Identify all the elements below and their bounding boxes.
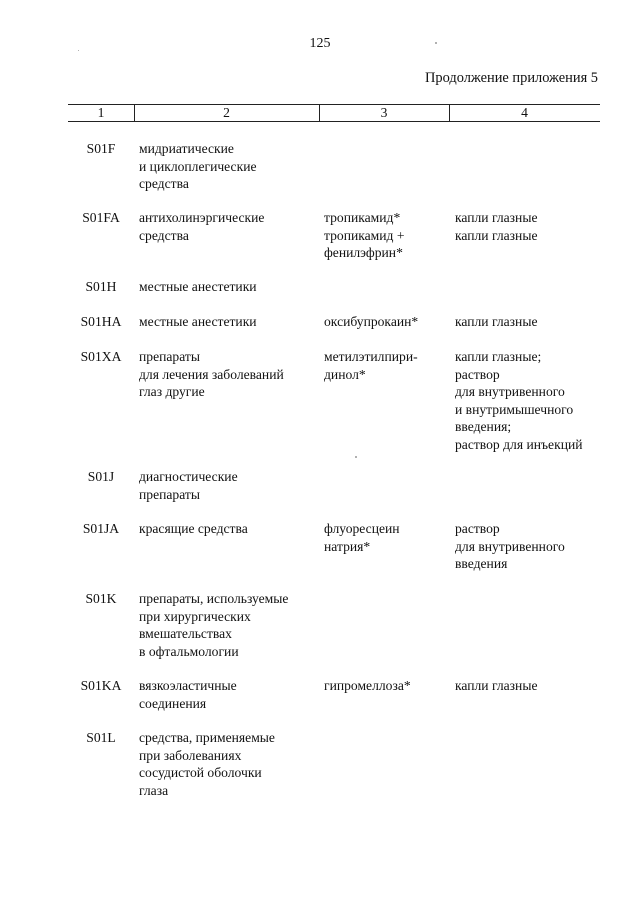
group-line: средства, применяемые: [139, 730, 275, 745]
group-line: средства: [139, 176, 189, 191]
column-header-3: 3: [380, 105, 388, 120]
atc-code: S01K: [85, 591, 117, 606]
group-line: соединения: [139, 695, 207, 711]
drug-line: фенилэфрин*: [324, 245, 403, 260]
dosage-form: [455, 209, 538, 244]
group-name: [139, 520, 248, 538]
group-name: [139, 729, 275, 799]
drug-line: оксибупрокаин*: [324, 314, 419, 329]
group-line: диагностические: [139, 469, 238, 484]
drug-line: метилэтилпири-: [324, 349, 418, 364]
column-header-2: 2: [223, 105, 230, 120]
group-line: антихолинэргические: [139, 210, 265, 225]
group-line: местные анестетики: [139, 279, 257, 294]
group-line: при хирургических: [139, 608, 251, 624]
group-line: при заболеваниях: [139, 747, 242, 763]
atc-code: S01FA: [82, 210, 120, 225]
drug-name: [324, 677, 411, 695]
atc-code: S01J: [87, 469, 115, 484]
drug-line: натрия*: [324, 538, 371, 554]
form-line: капли глазные: [455, 314, 538, 329]
drug-name: [324, 209, 405, 262]
atc-code: S01XA: [80, 349, 122, 364]
group-name: [139, 468, 238, 503]
group-line: местные анестетики: [139, 314, 257, 329]
column-header-4: 4: [521, 105, 528, 120]
header-bottom-rule: [68, 121, 600, 122]
form-line: для внутривенного: [455, 384, 565, 399]
form-line: капли глазные: [455, 210, 538, 225]
group-line: и циклоплегические: [139, 158, 257, 174]
form-line: капли глазные;: [455, 349, 542, 364]
drug-name: [324, 313, 418, 331]
form-line: раствор: [455, 366, 500, 382]
group-line: глаза: [139, 782, 169, 798]
group-line: глаз другие: [139, 384, 205, 399]
form-line: капли глазные: [455, 678, 538, 693]
group-line: в офтальмологии: [139, 643, 239, 659]
group-name: [139, 590, 288, 660]
group-name: [139, 278, 257, 296]
group-line: мидриатические: [139, 141, 234, 156]
group-line: препараты: [139, 349, 200, 364]
group-name: [139, 313, 257, 331]
group-line: вязкоэластичные: [139, 678, 237, 693]
drug-line: тропикамид +: [324, 227, 405, 243]
group-line: вмешательствах: [139, 626, 232, 641]
group-line: средства: [139, 227, 189, 243]
page-number: 125: [309, 36, 331, 51]
atc-code: S01JA: [82, 521, 120, 536]
dosage-form: [455, 348, 583, 453]
appendix-caption: Продолжение приложения 5: [425, 70, 598, 86]
atc-code: S01F: [86, 141, 116, 156]
form-line: введения;: [455, 419, 512, 434]
atc-code: S01L: [86, 730, 116, 745]
group-name: [139, 140, 257, 193]
atc-code: S01HA: [80, 314, 122, 329]
form-line: раствор для инъекций: [455, 436, 583, 452]
drug-line: гипромеллоза*: [324, 678, 411, 693]
group-name: [139, 348, 284, 401]
atc-code: S01KA: [80, 678, 122, 693]
form-line: капли глазные: [455, 227, 538, 243]
dosage-form: [455, 313, 538, 331]
drug-line: флуоресцеин: [324, 521, 400, 536]
group-line: для лечения заболеваний: [139, 366, 284, 382]
form-line: для внутривенного: [455, 538, 565, 554]
group-name: [139, 209, 264, 244]
dosage-form: [455, 677, 538, 695]
group-line: препараты: [139, 486, 200, 502]
form-line: и внутримышечного: [455, 401, 574, 417]
column-header-1: 1: [97, 105, 105, 120]
atc-code: S01H: [85, 279, 117, 294]
scan-speck: [355, 456, 357, 458]
form-line: введения: [455, 556, 508, 571]
drug-name: [324, 348, 418, 383]
dosage-form: [455, 520, 565, 573]
group-name: [139, 677, 237, 712]
form-line: раствор: [455, 521, 500, 536]
group-line: сосудистой оболочки: [139, 765, 262, 780]
drug-line: динол*: [324, 366, 366, 382]
scan-speck: [435, 42, 437, 44]
group-line: красящие средства: [139, 521, 248, 536]
group-line: препараты, используемые: [139, 591, 289, 606]
drug-name: [324, 520, 400, 555]
drug-line: тропикамид*: [324, 210, 401, 225]
scan-speck: [78, 50, 79, 51]
